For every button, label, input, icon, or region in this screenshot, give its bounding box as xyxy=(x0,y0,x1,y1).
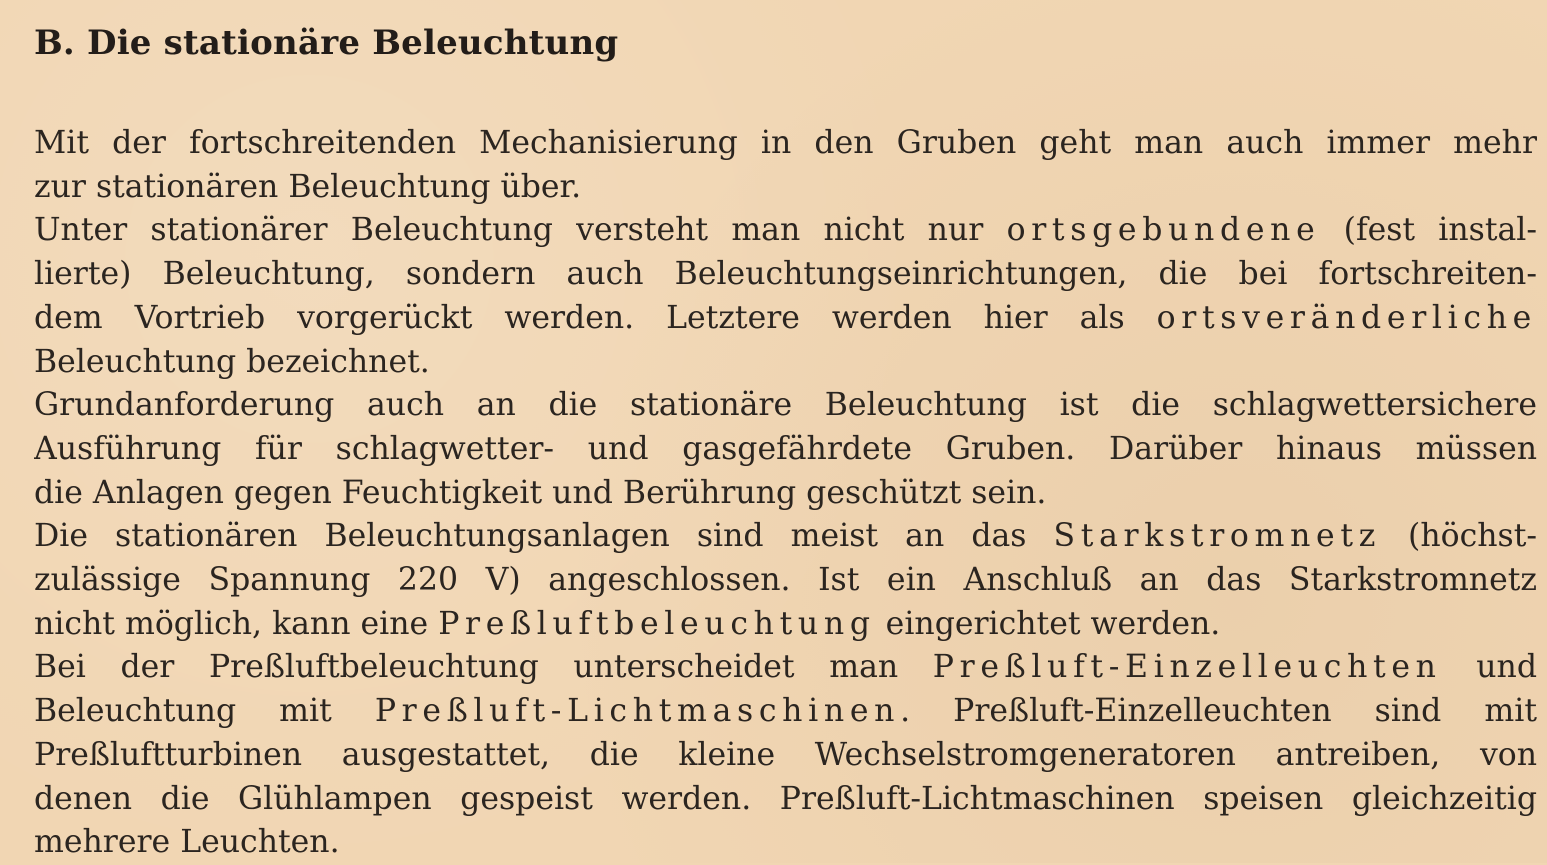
text-line: Die stationären Beleuchtungsanlagen sind meist an das Starkstromnetz (höchst- xyxy=(34,518,1537,555)
text-line: Grundanforderung auch an die stationäre Beleuchtung ist die schlagwettersichere xyxy=(34,387,1537,424)
body-text xyxy=(34,122,1537,865)
emphasized-term: Starkstromnetz xyxy=(1053,518,1381,555)
text-line: nicht möglich, kann eine Preßluftbeleuchtung eingerichtet werden. xyxy=(34,605,1221,642)
emphasized-term: Preßluft-Lichtmaschinen xyxy=(374,693,901,730)
section-heading: B. Die stationäre Beleuchtung xyxy=(34,23,619,63)
text-line: Mit der fortschreitenden Mechanisierung in den Gruben geht man auch immer mehr xyxy=(34,125,1537,161)
text-line: Preßluftturbinen ausgestattet, die kleine Wechselstromgeneratoren antreiben, von xyxy=(34,736,1537,773)
text-line: mehrere Leuchten. xyxy=(34,824,340,861)
paragraph xyxy=(34,646,1537,865)
emphasized-term: Preßluftbeleuchtung xyxy=(438,605,876,642)
text-line: dem Vortrieb vorgerückt werden. Letztere werden hier als ortsveränderliche xyxy=(34,299,1537,336)
text-line: Bei der Preßluftbeleuchtung unterscheidet man Preßluft-Einzelleuchten und xyxy=(34,649,1537,686)
text-line: Beleuchtung mit Preßluft-Lichtmaschinen. Preßluft-Einzelleuchten sind mit xyxy=(34,693,1537,730)
text-line: Ausführung für schlagwetter- und gasgefährdete Gruben. Darüber hinaus müssen xyxy=(34,430,1537,467)
text-line: Unter stationärer Beleuchtung versteht man nicht nur ortsgebundene (fest instal- xyxy=(34,212,1537,249)
text-line: die Anlagen gegen Feuchtigkeit und Berührung geschützt sein. xyxy=(34,474,1047,511)
emphasized-term: ortsgebundene xyxy=(1006,212,1321,249)
text-line: denen die Glühlampen gespeist werden. Preßluft-Lichtmaschinen speisen gleichzeitig xyxy=(34,780,1537,817)
paragraph xyxy=(34,515,1537,646)
text-line: Beleuchtung bezeichnet. xyxy=(34,343,430,380)
text-line: zur stationären Beleuchtung über. xyxy=(34,168,582,205)
text-line: zulässige Spannung 220 V) angeschlossen. Ist ein Anschluß an das Starkstromnetz xyxy=(34,562,1537,599)
emphasized-term: Preßluft-Einzelleuchten xyxy=(932,649,1442,686)
text-line: lierte) Beleuchtung, sondern auch Beleuchtungseinrichtungen, die bei fortschreiten- xyxy=(34,256,1537,293)
paragraph xyxy=(34,122,1537,209)
paragraph xyxy=(34,384,1537,515)
emphasized-term: ortsveränderliche xyxy=(1156,299,1537,336)
paragraph xyxy=(34,209,1537,384)
